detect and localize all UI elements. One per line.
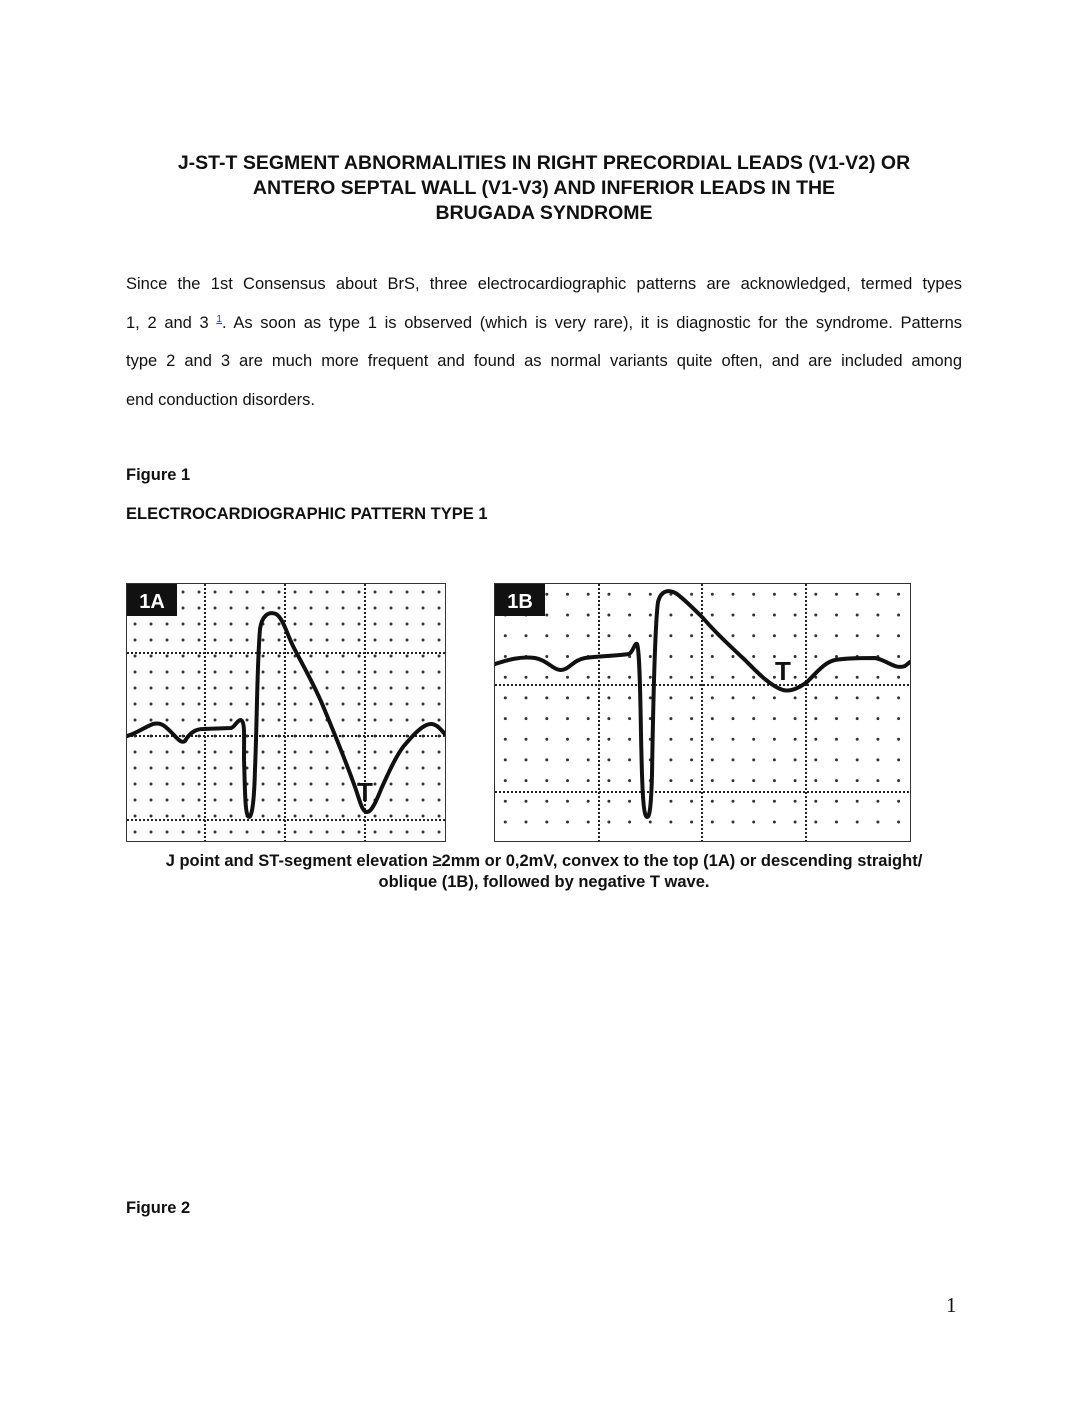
intro-paragraph bbox=[126, 270, 962, 425]
title-line-1: J-ST-T SEGMENT ABNORMALITIES IN RIGHT PRECORDIAL LEADS (V1-V2) OR bbox=[177, 152, 911, 174]
caption-line-1: J point and ST-segment elevation ≥2mm or 0,2mV, convex to the top (1A) or descending straight/ bbox=[165, 852, 923, 870]
panel-1a-label: 1A bbox=[139, 591, 165, 613]
page-number: 1 bbox=[946, 1293, 957, 1317]
caption-line-2: oblique (1B), followed by negative T wave. bbox=[378, 873, 710, 891]
reference-link[interactable]: 1 bbox=[216, 313, 222, 325]
ecg-1a-trace bbox=[127, 613, 445, 817]
ecg-panel-1b bbox=[494, 583, 911, 842]
title-line-3: BRUGADA SYNDROME bbox=[435, 202, 653, 224]
ecg-1a-grid bbox=[127, 584, 445, 841]
title-line-2: ANTERO SEPTAL WALL (V1-V3) AND INFERIOR LEADS IN THE bbox=[252, 177, 836, 199]
ecg-1b-grid bbox=[495, 584, 910, 841]
paragraph-line-3: type 2 and 3 are much more frequent and found as normal variants quite often, and are included among bbox=[126, 352, 962, 371]
figure-1-label: Figure 1 bbox=[126, 466, 191, 484]
figure-1-heading: ELECTROCARDIOGRAPHIC PATTERN TYPE 1 bbox=[126, 505, 488, 523]
paragraph-line-2-end: . As soon as type 1 is observed (which is very rare), it is diagnostic for the syndrome. Patterns bbox=[221, 313, 962, 332]
paragraph-line-4: end conduction disorders. bbox=[126, 391, 315, 410]
paragraph-line-2-start: 1, 2 and 3 bbox=[126, 313, 217, 332]
t-wave-label-1a: T bbox=[357, 777, 373, 807]
figure-2-label: Figure 2 bbox=[126, 1199, 191, 1217]
paragraph-line-2 bbox=[126, 309, 962, 348]
panel-1b-label: 1B bbox=[507, 591, 533, 613]
ecg-panel-1a bbox=[126, 583, 446, 842]
paragraph-line-1: Since the 1st Consensus about BrS, three electrocardiographic patterns are acknowledged, termed types bbox=[126, 275, 962, 293]
t-wave-label-1b: T bbox=[775, 656, 791, 686]
document-title bbox=[126, 151, 962, 226]
ecg-1a-svg bbox=[127, 584, 445, 841]
figure-1-caption bbox=[126, 851, 962, 893]
ecg-1b-svg bbox=[495, 584, 910, 841]
